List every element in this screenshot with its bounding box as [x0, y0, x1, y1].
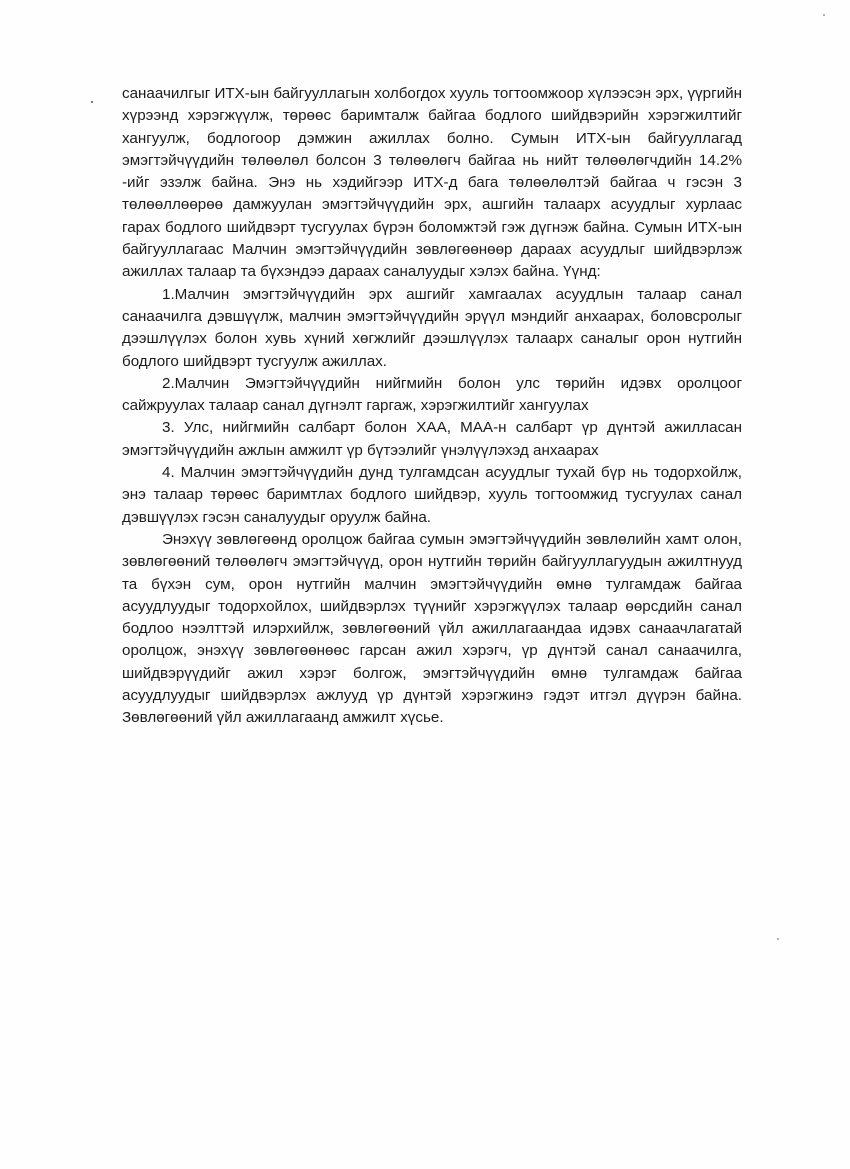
scan-speck	[823, 14, 825, 16]
paragraph-item-4: 4. Малчин эмэгтэйчүүдийн дунд тулгамдсан асуудлыг тухай бүр нь тодорхойлж, энэ талаар төрөөс баримтлах бодлого шийдвэр, хууль тогтоомжид тусгуулах санал дэвшүүлэх гэсэн саналуудыг оруулж байна.	[122, 464, 742, 526]
document-body	[122, 83, 742, 730]
paragraph-intro: санаачилгыг ИТХ-ын байгууллагын холбогдох хууль тогтоомжоор хүлээсэн эрх, үүргийн хүрээнд хэрэгжүүлж, төрөөс баримталж байгаа бодлого шийдвэрийн хэрэгжилтийг хангуулж, бодлогоор дэмжин ажиллах болно. Сумын ИТХ-ын байгууллагад эмэгтэйчүүдийн төлөөлөл болсон 3 төлөөлөгч байгаа нь нийт төлөөлөгчдийн 14.2% -ийг эзэлж байна. Энэ нь хэдийгээр ИТХ-д бага төлөөлөлтэй байгаа ч гэсэн 3 төлөөллөөрөө дамжуулан эмэгтэйчүүдийн эрх, ашгийн талаарх асуудлыг хурлаас гарах бодлого шийдвэрт тусгуулах бүрэн боломжтэй гэж дүгнэж байна. Сумын ИТХ-ын байгууллагаас Малчин эмэгтэйчүүдийн зөвлөгөөнөөр дараах асуудлыг шийдвэрлэж ажиллах талаар та бүхэндээ дараах саналуудыг хэлэх байна. Үүнд:	[122, 85, 742, 281]
scan-speck	[777, 938, 779, 940]
scan-speck	[91, 101, 93, 103]
paragraph-item-3: 3. Улс, нийгмийн салбарт болон ХАА, МАА-н салбарт үр дүнтэй ажилласан эмэгтэйчүүдийн ажлын амжилт үр бүтээлийг үнэлүүлэхэд анхаарах	[122, 419, 742, 459]
paragraph-item-1: 1.Малчин эмэгтэйчүүдийн эрх ашгийг хамгаалах асуудлын талаар санал санаачилга дэвшүүлж, малчин эмэгтэйчүүдийн эрүүл мэндийг анхаарах, боловсролыг дээшлүүлэх болон хувь хүний хөгжлийг дээшлүүлэх талаарх саналыг орон нутгийн бодлого шийдвэрт тусгуулж ажиллах.	[122, 285, 742, 370]
paragraph-item-2: 2.Малчин Эмэгтэйчүүдийн нийгмийн болон улс төрийн идэвх оролцоог сайжруулах талаар санал дүгнэлт гаргаж, хэрэгжилтийг хангуулах	[122, 374, 742, 415]
paragraph-closing: Энэхүү зөвлөгөөнд оролцож байгаа сумын эмэгтэйчүүдийн зөвлөлийн хамт олон, зөвлөгөөний төлөөлөгч эмэгтэйчүүд, орон нутгийн төрийн байгууллагуудын ажилтнууд та бүхэн сум, орон нутгийн малчин эмэгтэйчүүдийн өмнө тулгамдаж байгаа асуудлуудыг тодорхойлох, шийдвэрлэх түүнийг хэрэгжүүлэх талаар өөрсдийн санал бодлоо нээлттэй илэрхийлж, зөвлөгөөний үйл ажиллагаандаа идэвх санаачлагатай оролцож, энэхүү зөвлөгөөнөөс гарсан ажил хэрэгч, үр дүнтэй санал санаачилга, шийдвэрүүдийг ажил хэрэг болгож, эмэгтэйчүүдийн өмнө тулгамдаж байгаа асуудлуудыг шийдвэрлэх ажлууд үр дүнтэй хэрэгжинэ гэдэт итгэл дүүрэн байна. Зөвлөгөөний үйл ажиллагаанд амжилт хүсье.	[122, 530, 742, 727]
